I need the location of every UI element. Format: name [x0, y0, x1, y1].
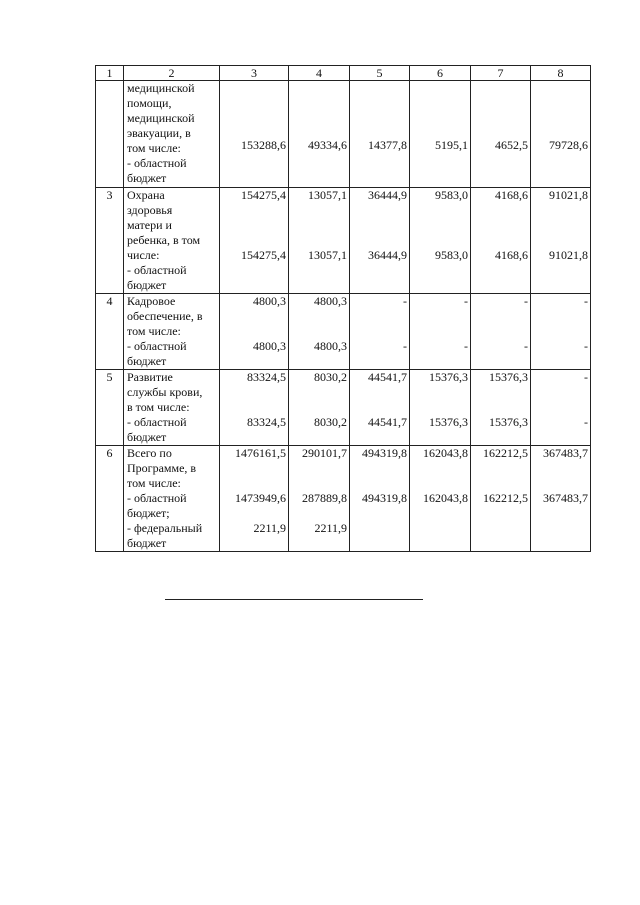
table-row	[96, 294, 591, 370]
table-row	[96, 370, 591, 446]
row-number: 5	[96, 370, 124, 446]
cell-value: 1473949,6	[235, 491, 286, 505]
cell-value: 14377,8	[368, 138, 407, 152]
cell-value: 494319,8	[362, 491, 407, 505]
value-cell	[531, 370, 591, 446]
value-cell	[220, 294, 289, 370]
cell-value: 15376,3	[429, 415, 468, 429]
cell-value: 162212,5	[483, 491, 528, 505]
cell-value: 154275,4	[241, 248, 286, 262]
cell-value: 83324,5	[247, 370, 286, 384]
cell-value: 15376,3	[429, 370, 468, 384]
table-body	[96, 81, 591, 552]
cell-value: 8030,2	[314, 415, 347, 429]
cell-value: -	[584, 370, 588, 384]
value-cell	[220, 188, 289, 294]
cell-value: 4800,3	[253, 294, 286, 308]
value-cell	[350, 188, 410, 294]
cell-value: 36444,9	[368, 248, 407, 262]
cell-value: 83324,5	[247, 415, 286, 429]
header-cell: 5	[350, 66, 410, 81]
value-cell	[289, 446, 350, 552]
cell-value: 15376,3	[489, 415, 528, 429]
cell-value: 9583,0	[435, 248, 468, 262]
value-cell	[289, 81, 350, 188]
cell-value: 1476161,5	[235, 446, 286, 460]
cell-value: 4800,3	[314, 339, 347, 353]
row-description: Охрана здоровья матери и ребенка, в том числе: - областной бюджет	[124, 188, 220, 294]
header-cell: 6	[410, 66, 471, 81]
cell-value: 153288,6	[241, 138, 286, 152]
cell-value: 36444,9	[368, 188, 407, 202]
table-row	[96, 446, 591, 552]
value-cell	[220, 370, 289, 446]
value-cell	[471, 370, 531, 446]
row-number: 3	[96, 188, 124, 294]
cell-value: 13057,1	[308, 248, 347, 262]
cell-value: 49334,6	[308, 138, 347, 152]
value-cell	[350, 294, 410, 370]
value-cell	[531, 81, 591, 188]
table-header-row	[96, 66, 591, 81]
row-description: медицинской помощи, медицинской эвакуации, в том числе: - областной бюджет	[124, 81, 220, 188]
cell-value: 44541,7	[368, 370, 407, 384]
cell-value: 9583,0	[435, 188, 468, 202]
row-description: Всего по Программе, в том числе: - областной бюджет; - федеральный бюджет	[124, 446, 220, 552]
cell-value: 4168,6	[495, 188, 528, 202]
cell-value: -	[403, 339, 407, 353]
value-cell	[410, 188, 471, 294]
row-description: Кадровое обеспечение, в том числе: - областной бюджет	[124, 294, 220, 370]
row-number	[96, 81, 124, 188]
value-cell	[531, 188, 591, 294]
cell-value: 4800,3	[314, 294, 347, 308]
cell-value: -	[464, 339, 468, 353]
cell-value: -	[584, 339, 588, 353]
value-cell	[289, 294, 350, 370]
cell-value: 154275,4	[241, 188, 286, 202]
cell-value: 367483,7	[543, 446, 588, 460]
cell-value: -	[403, 294, 407, 308]
cell-value: 79728,6	[549, 138, 588, 152]
budget-table	[95, 65, 591, 552]
cell-value: 494319,8	[362, 446, 407, 460]
header-cell: 1	[96, 66, 124, 81]
cell-value: 8030,2	[314, 370, 347, 384]
cell-value: -	[464, 294, 468, 308]
value-cell	[410, 370, 471, 446]
cell-value: -	[524, 339, 528, 353]
value-cell	[410, 446, 471, 552]
cell-value: 367483,7	[543, 491, 588, 505]
value-cell	[531, 446, 591, 552]
cell-value: -	[584, 415, 588, 429]
table-row	[96, 81, 591, 188]
bottom-divider-line	[165, 599, 423, 600]
value-cell	[471, 81, 531, 188]
row-number: 4	[96, 294, 124, 370]
cell-value: 2211,9	[253, 521, 286, 535]
cell-value: 162043,8	[423, 491, 468, 505]
value-cell	[350, 446, 410, 552]
cell-value: -	[584, 294, 588, 308]
value-cell	[471, 446, 531, 552]
cell-value: 15376,3	[489, 370, 528, 384]
value-cell	[220, 81, 289, 188]
cell-value: 91021,8	[549, 248, 588, 262]
value-cell	[289, 370, 350, 446]
row-description: Развитие службы крови, в том числе: - областной бюджет	[124, 370, 220, 446]
header-cell: 2	[124, 66, 220, 81]
table-row	[96, 188, 591, 294]
cell-value: 162212,5	[483, 446, 528, 460]
value-cell	[410, 81, 471, 188]
value-cell	[350, 81, 410, 188]
header-cell: 4	[289, 66, 350, 81]
cell-value: 91021,8	[549, 188, 588, 202]
cell-value: 5195,1	[435, 138, 468, 152]
cell-value: 287889,8	[302, 491, 347, 505]
value-cell	[410, 294, 471, 370]
value-cell	[471, 294, 531, 370]
header-cell: 8	[531, 66, 591, 81]
row-number: 6	[96, 446, 124, 552]
cell-value: 290101,7	[302, 446, 347, 460]
cell-value: -	[524, 294, 528, 308]
cell-value: 4800,3	[253, 339, 286, 353]
cell-value: 2211,9	[314, 521, 347, 535]
value-cell	[531, 294, 591, 370]
cell-value: 4652,5	[495, 138, 528, 152]
cell-value: 44541,7	[368, 415, 407, 429]
value-cell	[220, 446, 289, 552]
header-cell: 7	[471, 66, 531, 81]
cell-value: 13057,1	[308, 188, 347, 202]
cell-value: 4168,6	[495, 248, 528, 262]
value-cell	[350, 370, 410, 446]
value-cell	[471, 188, 531, 294]
header-cell: 3	[220, 66, 289, 81]
value-cell	[289, 188, 350, 294]
cell-value: 162043,8	[423, 446, 468, 460]
